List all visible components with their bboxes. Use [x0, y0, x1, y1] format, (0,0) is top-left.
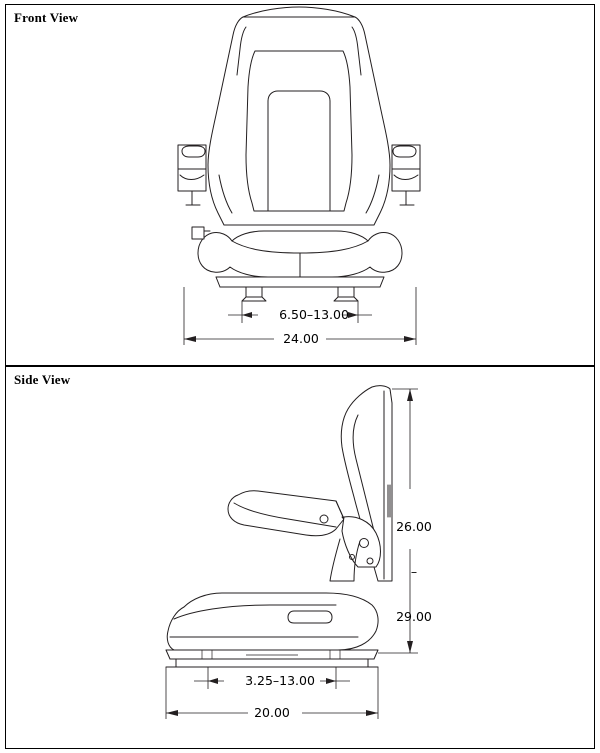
front-overall-width-label: 24.00: [283, 331, 319, 346]
backrest-height-dash: –: [410, 564, 418, 579]
backrest-height-min: 26.00: [396, 519, 432, 534]
backrest-height-max: 29.00: [396, 609, 432, 624]
side-view-panel: [5, 366, 595, 749]
front-view-panel: [5, 4, 595, 366]
side-view-drawing: [6, 367, 594, 748]
side-seat-track-range-label: 3.25–13.00: [245, 673, 315, 688]
front-seat-track-range-label: 6.50–13.00: [279, 307, 349, 322]
side-view-title: Side View: [14, 372, 71, 387]
side-overall-depth-label: 20.00: [254, 705, 290, 720]
front-view-title: Front View: [14, 10, 79, 25]
side-backrest-height-range-label: [384, 489, 444, 654]
